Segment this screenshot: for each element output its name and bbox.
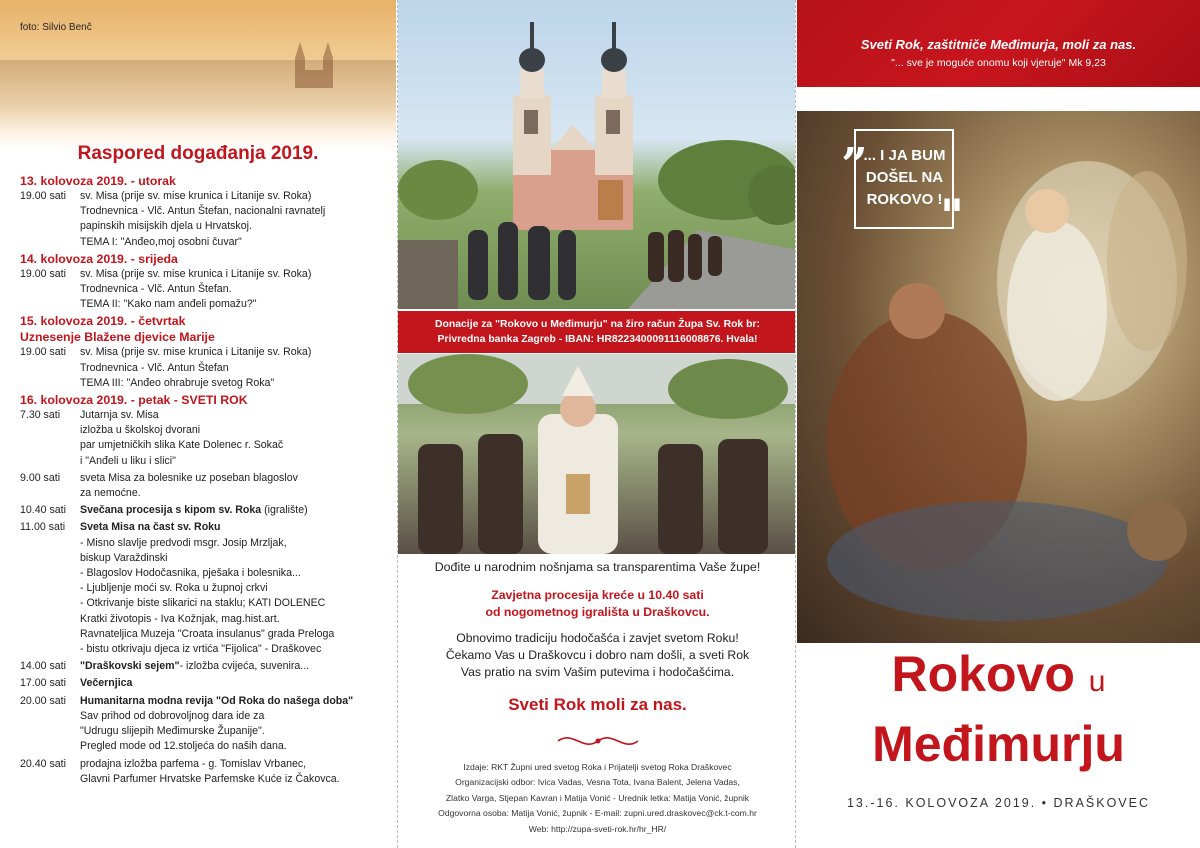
schedule-panel: [0, 0, 396, 848]
schedule-time: [20, 235, 80, 250]
restore-tradition-text: [398, 630, 796, 681]
schedule-row: [20, 757, 390, 772]
schedule-row: [20, 739, 390, 754]
schedule-text: - Misno slavlje predvodi msgr. Josip Mrzljak,: [80, 536, 287, 549]
schedule-text: Jutarnja sv. Misa: [80, 409, 159, 422]
schedule-description: [80, 503, 390, 518]
main-title-line-1: [797, 645, 1200, 703]
donation-banner: [398, 311, 796, 353]
schedule-description: [80, 454, 390, 469]
schedule-time: [20, 566, 80, 581]
schedule-description: [80, 724, 390, 739]
schedule-row: [20, 596, 390, 611]
schedule-text: Kratki životopis - Iva Kožnjak, mag.hist.art.: [80, 612, 280, 625]
title-rokovo: Rokovo: [891, 646, 1075, 702]
schedule-row: [20, 612, 390, 627]
restore-line-1: Obnovimo tradiciju hodočašća i zavjet svetom Roku!: [456, 631, 739, 645]
schedule-text: prodajna izložba parfema - g. Tomislav Vrbanec,: [80, 757, 307, 770]
schedule-row: [20, 627, 390, 642]
restore-line-2: Čekamo Vas u Draškovcu i dobro nam došli, a sveti Rok: [445, 648, 750, 662]
schedule-description: [80, 361, 390, 376]
donation-line-1: Donacije za "Rokovo u Međimurju" na žiro račun Župa Sv. Rok br:: [435, 319, 760, 330]
schedule-description: [80, 408, 390, 423]
procession-line-2: od nogometnog igrališta u Draškovcu.: [485, 605, 710, 619]
schedule-text: sv. Misa (prije sv. mise krunica i Litanije sv. Roka): [80, 190, 312, 202]
title-u: u: [1088, 665, 1106, 698]
schedule-time: [20, 376, 80, 391]
schedule-description: [80, 757, 390, 772]
schedule-text: Pregled mode od 12.stoljeća do naših dana.: [80, 740, 287, 753]
schedule-time: [20, 297, 80, 312]
schedule-text: TEMA III: "Anđeo ohrabruje svetog Roka": [80, 376, 275, 389]
schedule-row: [20, 659, 390, 674]
schedule-row: [20, 503, 390, 518]
cover-header: [797, 0, 1200, 87]
schedule-title: Raspored događanja 2019.: [77, 143, 319, 164]
schedule-description: [80, 551, 390, 566]
schedule-text: biskup Varaždinski: [80, 551, 168, 564]
badge-text: [857, 145, 952, 211]
schedule-description: [80, 297, 390, 312]
schedule-row: [20, 219, 390, 234]
schedule-time: [20, 612, 80, 627]
badge-line-2: DOŠEL NA: [865, 169, 944, 186]
schedule-row: [20, 536, 390, 551]
publisher-credits: [398, 760, 796, 837]
schedule-time: [20, 536, 80, 551]
schedule-time: 19.00 sati: [20, 346, 66, 359]
day-subheading: Uznesenje Blažene djevice Marije: [20, 330, 215, 345]
schedule-description: [80, 204, 390, 219]
quote-badge: [842, 111, 967, 243]
schedule-text: TEMA II: "Kako nam anđeli pomažu?": [80, 298, 257, 311]
credit-line: Web: http://zupa-sveti-rok.hr/hr_HR/: [528, 823, 667, 834]
schedule-time: [20, 739, 80, 754]
schedule-description: [80, 659, 390, 674]
credit-line: Odgovorna osoba: Matija Vonić, župnik - E-mail: zupni.ured.draskovec@ck.t-com.hr: [438, 808, 757, 819]
schedule-row: [20, 438, 390, 453]
schedule-time: [20, 772, 80, 787]
badge-line-3: ROKOVO !: [866, 191, 943, 208]
schedule-description: [80, 423, 390, 438]
schedule-description: [80, 520, 390, 535]
schedule-row: [20, 408, 390, 423]
schedule-row: [20, 282, 390, 297]
schedule-row: [20, 423, 390, 438]
schedule-time: [20, 282, 80, 297]
schedule-description: [80, 581, 390, 596]
schedule-time: [20, 454, 80, 469]
schedule-text: papinskih misijskih djela u Hrvatskoj.: [80, 220, 252, 233]
ornament-flourish-icon: [553, 728, 643, 754]
schedule-time: 20.00 sati: [20, 694, 66, 707]
open-quote-icon: „: [842, 111, 869, 165]
restore-line-3: Vas pratio na svim Vašim putevima i hodočašćima.: [460, 665, 735, 679]
schedule-description: [80, 566, 390, 581]
schedule-description: [80, 235, 390, 250]
badge-line-1: ... I JA BUM: [863, 147, 946, 164]
schedule-time: 17.00 sati: [20, 677, 66, 690]
schedule-row: [20, 376, 390, 391]
schedule-description: [80, 612, 390, 627]
middle-panel: [397, 0, 796, 848]
schedule-text: TEMA I: "Anđeo,moj osobni čuvar": [80, 235, 242, 248]
prayer-text: Sveti Rok moli za nas.: [508, 695, 687, 714]
schedule-time: [20, 709, 80, 724]
schedule-description: [80, 596, 390, 611]
day-heading: 15. kolovoza 2019. - četvrtak: [20, 314, 186, 329]
schedule-row: [20, 566, 390, 581]
schedule-row: [20, 471, 390, 486]
schedule-text: za nemoćne.: [80, 487, 141, 500]
schedule-text: - bistu otkrivaju djeca iz vrtića "Fijolica" - Draškovec: [80, 643, 322, 656]
schedule-time: 14.00 sati: [20, 660, 66, 673]
schedule-time: 19.00 sati: [20, 190, 66, 202]
schedule-row: [20, 189, 390, 204]
schedule-description: [80, 739, 390, 754]
photo-credit: foto: Silvio Benč: [20, 22, 92, 33]
schedule-time: [20, 642, 80, 657]
schedule-suffix: (igralište): [261, 504, 308, 517]
schedule-time: [20, 596, 80, 611]
cover-header-title: Sveti Rok, zaštitniče Međimurja, moli za nas.: [860, 37, 1137, 52]
schedule-row: [20, 772, 390, 787]
schedule-row: [20, 709, 390, 724]
schedule-time: 11.00 sati: [20, 521, 66, 534]
schedule-description: [80, 486, 390, 501]
schedule-row: [20, 676, 390, 691]
schedule-row: [20, 724, 390, 739]
schedule-description: [80, 471, 390, 486]
schedule-description: [80, 438, 390, 453]
schedule-row: [20, 551, 390, 566]
schedule-text: Sveta Misa na čast sv. Roku: [80, 521, 221, 534]
schedule-row: [20, 642, 390, 657]
schedule-time: [20, 627, 80, 642]
schedule-row: [20, 694, 390, 709]
credit-line: Zlatko Varga, Stjepan Kavran i Matija Vonić - Urednik letka: Matija Vonić, župnik: [445, 792, 750, 803]
schedule-row: [20, 204, 390, 219]
schedule-description: [80, 709, 390, 724]
event-dates: 13.-16. KOLOVOZA 2019. • DRAŠKOVEC: [846, 796, 1151, 810]
main-title-line-2: Međimurju: [872, 716, 1125, 772]
schedule-time: [20, 219, 80, 234]
schedule-row: [20, 581, 390, 596]
schedule-row: [20, 520, 390, 535]
bishop-photo: [398, 354, 796, 554]
close-quote-icon: ": [940, 189, 964, 243]
cover-panel: [797, 0, 1200, 848]
schedule-suffix: - izložba cvijeća, suvenira...: [179, 660, 310, 673]
schedule-text: Trodnevnica - Vlč. Antun Štefan, nacionalni ravnatelj: [80, 205, 326, 218]
schedule-text: Sav prihod od dobrovoljnog dara ide za: [80, 709, 265, 722]
procession-line-1: Zavjetna procesija kreće u 10.40 sati: [491, 588, 704, 602]
schedule-text: Trodnevnica - Vlč. Antun Štefan.: [80, 283, 232, 296]
schedule-time: [20, 551, 80, 566]
schedule-time: [20, 724, 80, 739]
schedule-row: [20, 486, 390, 501]
schedule-row: [20, 267, 390, 282]
invite-text: Dođite u narodnim nošnjama sa transparentima Vaše župe!: [434, 560, 761, 574]
schedule-time: [20, 438, 80, 453]
schedule-row: [20, 297, 390, 312]
schedule-text: Humanitarna modna revija "Od Roka do našega doba": [80, 694, 354, 707]
schedule-text: Svečana procesija s kipom sv. Roka: [80, 504, 262, 517]
schedule-description: [80, 694, 390, 709]
schedule-time: 7.30 sati: [20, 409, 61, 422]
schedule-description: [80, 536, 390, 551]
credit-line: Izdaje: RKT Župni ured svetog Roka i Prijatelji svetog Roka Draškovec: [463, 762, 732, 772]
day-heading: 14. kolovoza 2019. - srijeda: [20, 251, 178, 266]
schedule-time: [20, 581, 80, 596]
schedule-row: [20, 235, 390, 250]
schedule-text: par umjetničkih slika Kate Dolenec r. Sokač: [80, 439, 284, 452]
schedule-time: 20.40 sati: [20, 757, 66, 770]
schedule-text: sveta Misa za bolesnike uz poseban blagoslov: [80, 471, 298, 484]
church-procession-photo: [398, 0, 796, 309]
schedule-description: [80, 189, 390, 204]
schedule-description: [80, 642, 390, 657]
schedule-text: Glavni Parfumer Hrvatske Parfemske Kuće iz Čakovca.: [80, 772, 340, 785]
day-heading: 16. kolovoza 2019. - petak - SVETI ROK: [20, 393, 248, 408]
schedule-description: [80, 676, 390, 691]
schedule-text: sv. Misa (prije sv. mise krunica i Litanije sv. Roka): [80, 267, 312, 280]
schedule-time: 19.00 sati: [20, 267, 66, 280]
schedule-description: [80, 376, 390, 391]
schedule-description: [80, 772, 390, 787]
schedule-text: - Ljubljenje moći sv. Roka u župnoj crkvi: [80, 582, 268, 595]
schedule-text: Trodnevnica - Vlč. Antun Štefan: [80, 361, 229, 374]
schedule-text: Večernjica: [80, 677, 133, 690]
schedule-row: [20, 361, 390, 376]
schedule-time: [20, 361, 80, 376]
schedule-time: [20, 204, 80, 219]
credit-line: Organizacijski odbor: Ivica Vadas, Vesna Tota, Ivana Balent, Jelena Vadas,: [455, 777, 740, 788]
schedule-text: sv. Misa (prije sv. mise krunica i Litanije sv. Roka): [80, 346, 312, 359]
schedule-time: [20, 486, 80, 501]
schedule-text: - Blagoslov Hodočasnika, pješaka i bolesnika...: [80, 567, 301, 580]
schedule-text: "Draškovski sejem": [80, 660, 180, 673]
schedule-row: [20, 454, 390, 469]
schedule-description: [80, 219, 390, 234]
day-heading: 13. kolovoza 2019. - utorak: [20, 174, 176, 188]
schedule-description: [80, 267, 390, 282]
schedule-row: [20, 345, 390, 360]
schedule-text: "Udrugu slijepih Međimurske Županije".: [80, 725, 265, 738]
schedule-list: [20, 172, 390, 787]
schedule-time: [20, 423, 80, 438]
schedule-time: 9.00 sati: [20, 471, 61, 484]
schedule-time: 10.40 sati: [20, 504, 66, 517]
procession-info: [398, 587, 796, 621]
donation-line-2: Privredna banka Zagreb - IBAN: HR8223400091116008876. Hvala!: [437, 334, 758, 345]
church-silhouette-icon: [285, 38, 355, 88]
bible-quote: "... sve je moguće onomu koji vjeruje" Mk 9,23: [891, 57, 1106, 69]
schedule-description: [80, 345, 390, 360]
schedule-text: - Otkrivanje biste slikarici na staklu; KATI DOLENEC: [80, 597, 326, 610]
schedule-text: izložba u školskoj dvorani: [80, 424, 201, 437]
schedule-description: [80, 282, 390, 297]
schedule-text: i "Anđeli u liku i slici": [80, 454, 176, 467]
schedule-description: [80, 627, 390, 642]
schedule-text: Ravnateljica Muzeja "Croata insulanus" grada Preloga: [80, 627, 335, 640]
